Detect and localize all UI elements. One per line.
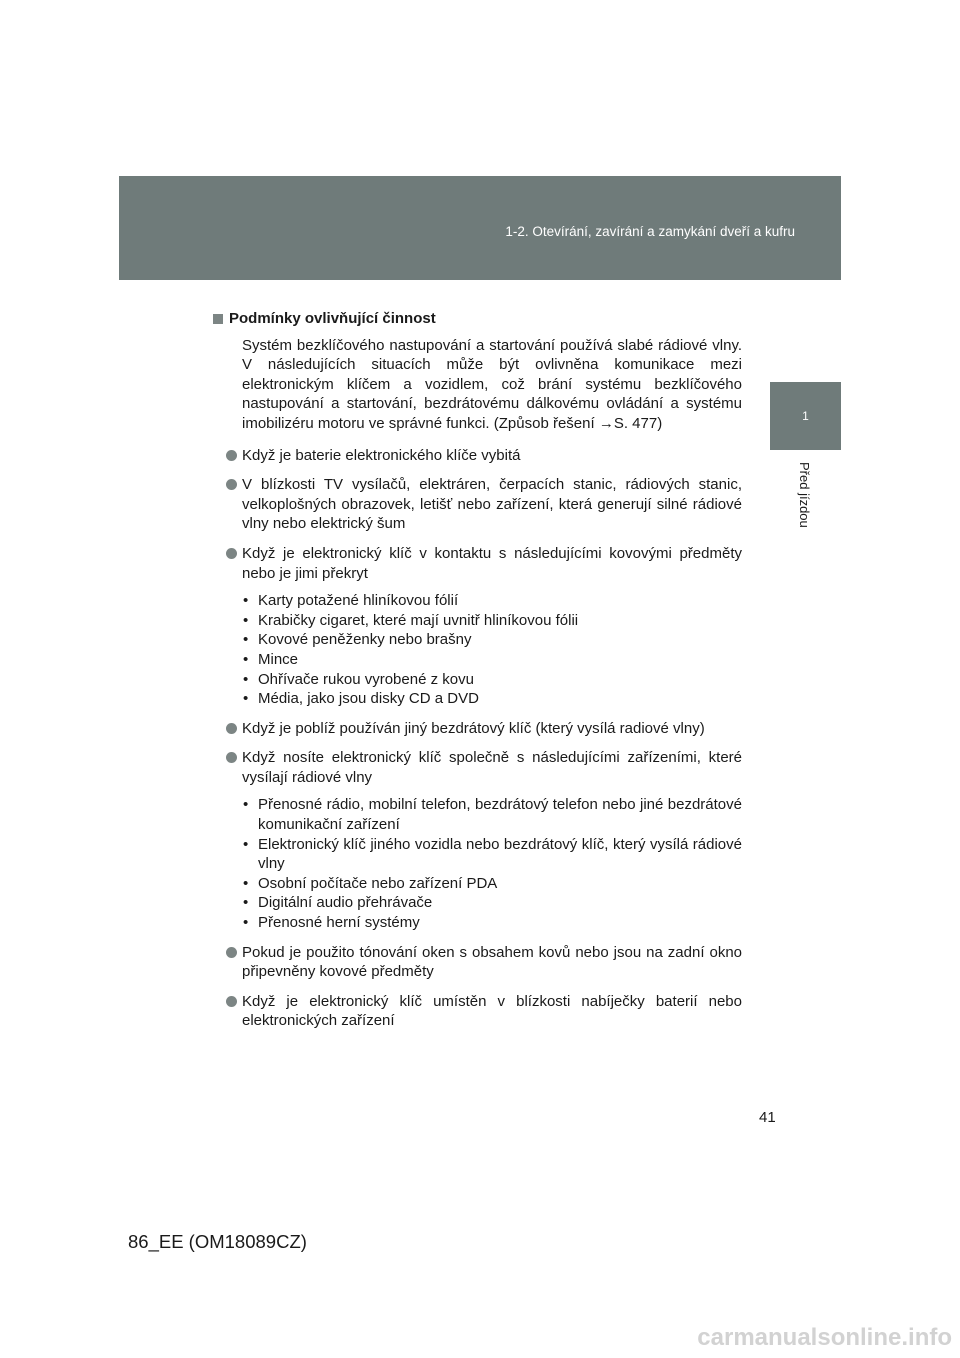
bullet-item <box>212 748 742 787</box>
sub-list-item: • Osobní počítače nebo zařízení PDA <box>242 874 742 894</box>
round-bullet-icon <box>226 450 237 461</box>
sub-list-item: • Krabičky cigaret, které mají uvnitř hliníkovou fólii <box>242 611 742 631</box>
page-number: 41 <box>759 1109 776 1126</box>
bullet-text: Pokud je použito tónování oken s obsahem kovů nebo jsou na zadní okno připevněny kovové předměty <box>242 943 742 981</box>
chapter-number: 1 <box>802 409 809 423</box>
sub-list-item: • Karty potažené hliníkovou fólií <box>242 591 742 611</box>
chapter-side-label <box>797 462 814 542</box>
chapter-side-label-text: Před jízdou <box>797 462 812 528</box>
sub-list-item: • Elektronický klíč jiného vozidla nebo bezdrátový klíč, který vysílá rádiové vlny <box>242 835 742 874</box>
sub-list-item: • Mince <box>242 650 742 670</box>
section-heading <box>212 309 742 329</box>
bullet-item <box>212 719 742 739</box>
bullet-text: V blízkosti TV vysílačů, elektráren, čerpacích stanic, rádiových stanic, velkoplošných obrazovek, letišť nebo zařízení, která generují silné rádiové vlny nebo elektrický šum <box>242 476 742 533</box>
sub-list-item: • Přenosné rádio, mobilní telefon, bezdrátový telefon nebo jiné bezdrátové komunikační zařízení <box>242 795 742 834</box>
sub-list-item: • Digitální audio přehrávače <box>242 893 742 913</box>
bullet-item <box>212 943 742 982</box>
round-bullet-icon <box>226 723 237 734</box>
round-bullet-icon <box>226 752 237 763</box>
square-bullet-icon <box>213 314 223 324</box>
bullet-text: Když je elektronický klíč v kontaktu s následujícími kovovými předměty nebo je jimi překryt <box>242 544 742 582</box>
sub-list-item: • Ohřívače rukou vyrobené z kovu <box>242 670 742 690</box>
bullet-text: Když nosíte elektronický klíč společně s následujícími zařízeními, které vysílají rádiové vlny <box>242 749 742 786</box>
chapter-title: 1-2. Otevírání, zavírání a zamykání dveří a kufru <box>505 224 795 239</box>
round-bullet-icon <box>226 548 237 559</box>
sub-list-item: • Média, jako jsou disky CD a DVD <box>242 689 742 709</box>
bullet-item <box>212 446 742 466</box>
round-bullet-icon <box>226 947 237 958</box>
bullet-text: Když je baterie elektronického klíče vybitá <box>242 446 521 464</box>
sub-list-item: • Kovové peněženky nebo brašny <box>242 630 742 650</box>
bullet-item <box>212 475 742 534</box>
round-bullet-icon <box>226 479 237 490</box>
document-code: 86_EE (OM18089CZ) <box>128 1231 307 1252</box>
sub-list-item: • Přenosné herní systémy <box>242 913 742 933</box>
section-intro: Systém bezklíčového nastupování a startování používá slabé rádiové vlny. V následujících situacích může být ovlivněna komunikace mezi elektronickým klíčem a vozidlem, což brání systému bezklíčového nastupování a startování, bezdrátovému dálkovému ovládání a systému imobilizéru motoru ve správné funkci. (Způsob řešení →S. 477) <box>242 336 742 432</box>
round-bullet-icon <box>226 996 237 1007</box>
sub-list <box>242 591 742 709</box>
bullet-item <box>212 992 742 1031</box>
sub-list <box>242 795 742 932</box>
section-heading-text: Podmínky ovlivňující činnost <box>229 310 436 327</box>
bullet-text: Když je elektronický klíč umístěn v blízkosti nabíječky baterií nebo elektronických zařízení <box>242 992 742 1030</box>
main-content <box>212 309 742 1041</box>
bullet-list <box>212 446 742 1031</box>
watermark-logo: carmanualsonline.info <box>697 1324 952 1351</box>
bullet-item <box>212 544 742 583</box>
bullet-text: Když je poblíž používán jiný bezdrátový klíč (který vysílá radiové vlny) <box>242 719 705 737</box>
chapter-tab <box>770 382 841 450</box>
header-band <box>119 176 841 280</box>
